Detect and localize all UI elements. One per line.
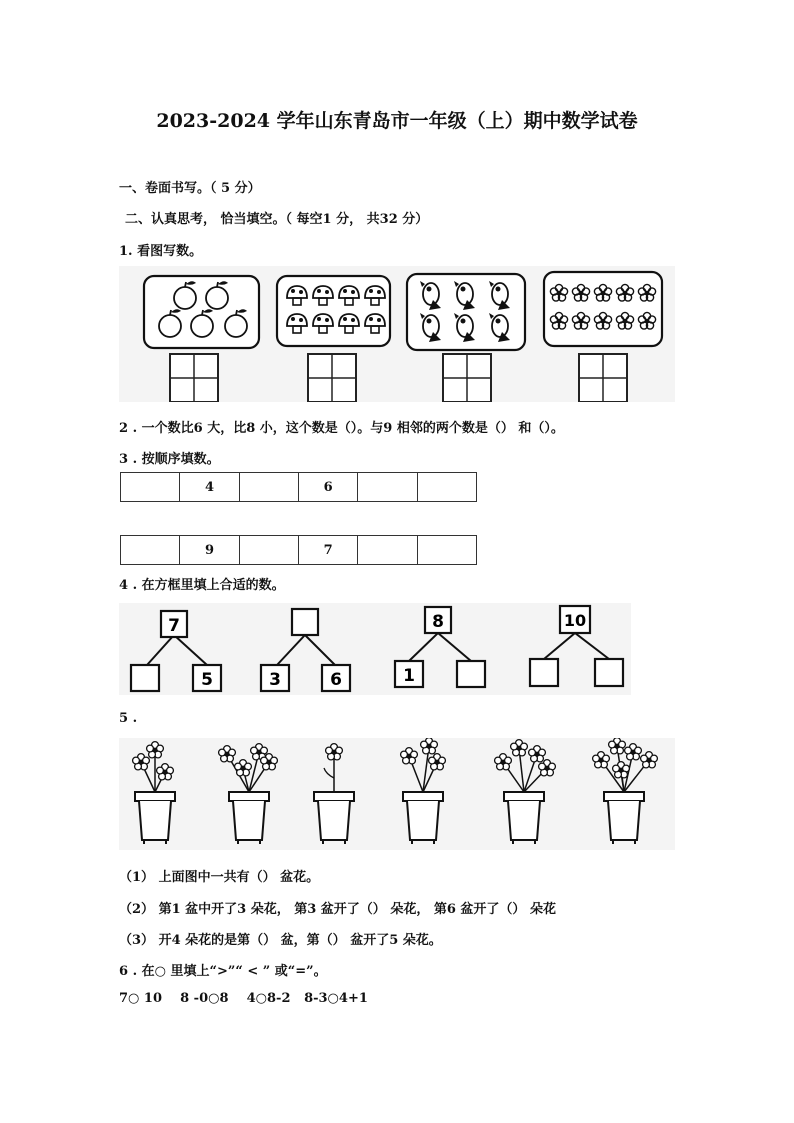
number-bond-2 <box>261 609 350 691</box>
number-bond-3 <box>395 607 485 687</box>
question-2-text: 2 . 一个数比6 大，比8 小，这个数是（）。与9 相邻的两个数是（） 和（）。 <box>119 421 564 436</box>
number-bond-1 <box>131 611 221 691</box>
sequence-cell[interactable] <box>418 536 476 564</box>
bond-right-number: 6 <box>330 670 342 690</box>
flower-pot-6 <box>593 738 658 844</box>
flower-pot-4 <box>401 738 446 844</box>
flower-pot-1 <box>133 742 175 844</box>
sequence-cell[interactable] <box>121 473 180 501</box>
sequence-cell[interactable] <box>358 473 417 501</box>
number-bond-4 <box>530 606 623 686</box>
answer-grid[interactable] <box>170 354 218 402</box>
question-5-label: 5 . <box>119 711 138 726</box>
question-5-sub-1: （1） 上面图中一共有（） 盆花。 <box>119 870 320 885</box>
flower-pot-3 <box>314 744 354 844</box>
question-4-label: 4 . 在方框里填上合适的数。 <box>119 578 285 593</box>
question-3-label: 3 . 按顺序填数。 <box>119 452 220 467</box>
flower-pots <box>119 738 675 850</box>
question-6-expressions: 7○ 10 8 -0○8 4○8-2 8-3○4+1 <box>119 991 368 1006</box>
answer-grid[interactable] <box>308 354 356 402</box>
bond-top-number: 8 <box>432 612 444 632</box>
bond-right-number: 5 <box>201 670 213 690</box>
question-6-label: 6 . 在○ 里填上“>”“ < ” 或“=”。 <box>119 964 327 979</box>
page-title: 2023-2024 学年山东青岛市一年级（上）期中数学试卷 <box>156 110 638 132</box>
sequence-cell[interactable] <box>418 473 476 501</box>
section-1-heading: 一、卷面书写。（ 5 分） <box>119 181 261 196</box>
sequence-cell: 7 <box>299 536 358 564</box>
sequence-cell[interactable] <box>240 536 299 564</box>
sequence-cell: 6 <box>299 473 358 501</box>
bond-top-number: 10 <box>563 611 587 630</box>
sequence-cell: 4 <box>180 473 239 501</box>
answer-grid[interactable] <box>443 354 491 402</box>
sequence-cell[interactable] <box>240 473 299 501</box>
sequence-cell[interactable] <box>121 536 180 564</box>
sequence-table-1 <box>120 472 477 502</box>
count-pictures <box>119 266 675 402</box>
flower-pot-5 <box>495 740 556 844</box>
sequence-cell: 9 <box>180 536 239 564</box>
bond-left-number: 1 <box>403 666 415 686</box>
question-1-label: 1. 看图写数。 <box>119 244 203 259</box>
section-2-heading: 二、认真思考， 恰当填空。（ 每空1 分， 共32 分） <box>125 212 429 227</box>
question-5-sub-2: （2） 第1 盆中开了3 朵花， 第3 盆开了（） 朵花， 第6 盆开了（） 朵花 <box>119 902 556 917</box>
bond-top-number: 7 <box>168 616 180 636</box>
answer-grid[interactable] <box>579 354 627 402</box>
sequence-table-2 <box>120 535 477 565</box>
number-bonds <box>119 603 631 695</box>
flower-pot-2 <box>219 744 278 844</box>
bond-left-number: 3 <box>269 670 281 690</box>
question-5-sub-3: （3） 开4 朵花的是第（） 盆，第（） 盆开了5 朵花。 <box>119 933 442 948</box>
sequence-cell[interactable] <box>358 536 417 564</box>
